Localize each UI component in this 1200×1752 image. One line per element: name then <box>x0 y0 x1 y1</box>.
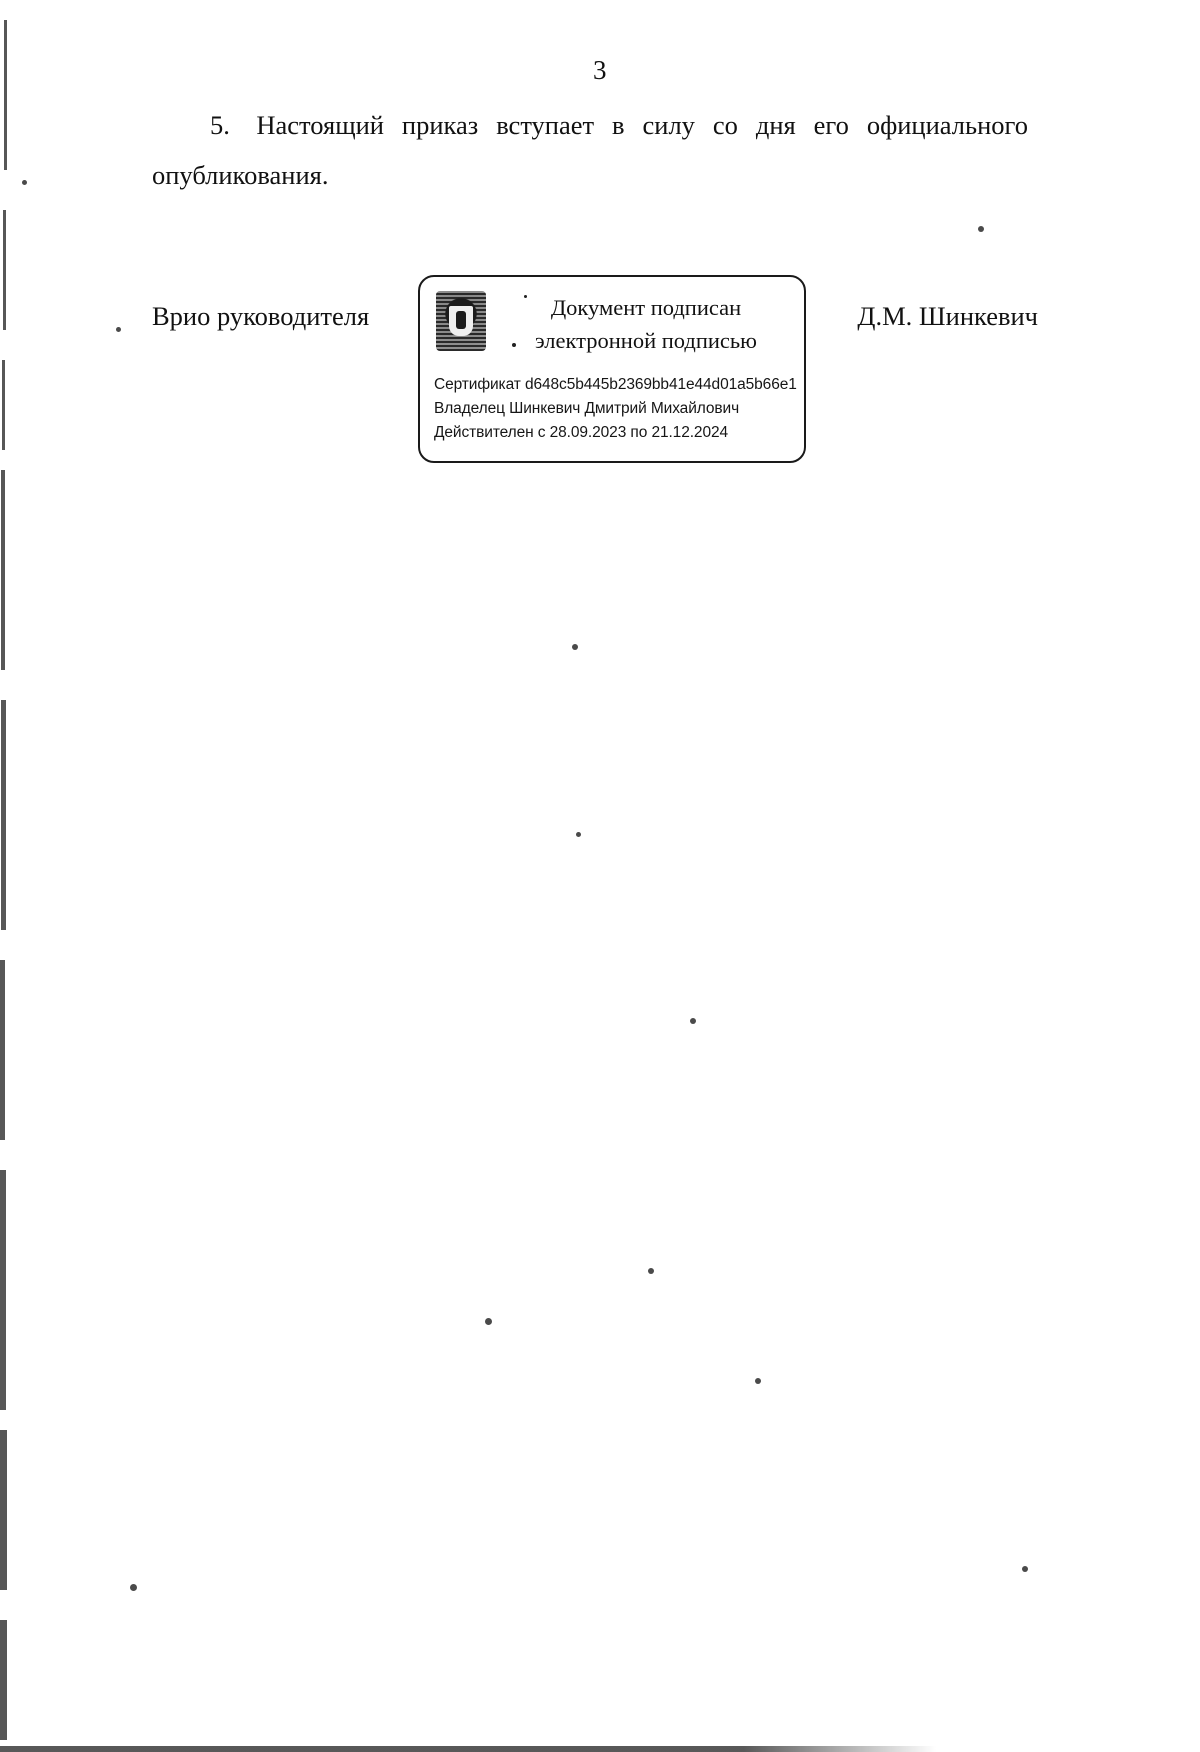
coat-of-arms-emblem-icon <box>436 291 486 351</box>
stamp-heading-line-2: электронной подписью <box>535 328 757 353</box>
scan-speck <box>755 1378 761 1384</box>
page-number: 3 <box>593 55 607 85</box>
stamp-validity: Действителен с 28.09.2023 по 21.12.2024 <box>434 424 729 441</box>
scan-speck <box>648 1268 654 1274</box>
scan-edge-artifact <box>0 0 14 1752</box>
stamp-heading-line-1: Документ подписан <box>550 295 742 320</box>
scan-bottom-artifact <box>0 1746 1200 1752</box>
stamp-owner: Владелец Шинкевич Дмитрий Михайлович <box>434 400 740 417</box>
stamp-certificate: Сертификат d648c5b445b2369bb41e44d01a5b66e1 <box>434 376 797 393</box>
scan-speck <box>1022 1566 1028 1572</box>
scan-speck <box>116 327 121 332</box>
scan-speck <box>978 226 984 232</box>
scan-speck <box>576 832 581 837</box>
electronic-signature-stamp <box>418 275 806 463</box>
signatory-title: Врио руководителя <box>152 301 370 331</box>
scan-speck <box>572 644 578 650</box>
scan-speck <box>22 180 27 185</box>
stamp-header <box>420 277 804 369</box>
body-paragraph: 5. Настоящий приказ вступает в силу со дня его официального опубликования. <box>152 110 1028 190</box>
stamp-details <box>434 373 797 445</box>
signatory-name: Д.М. Шинкевич <box>857 301 1038 331</box>
scan-speck <box>485 1318 492 1325</box>
scan-speck <box>130 1584 137 1591</box>
scan-speck <box>690 1018 696 1024</box>
stamp-heading <box>498 291 794 357</box>
